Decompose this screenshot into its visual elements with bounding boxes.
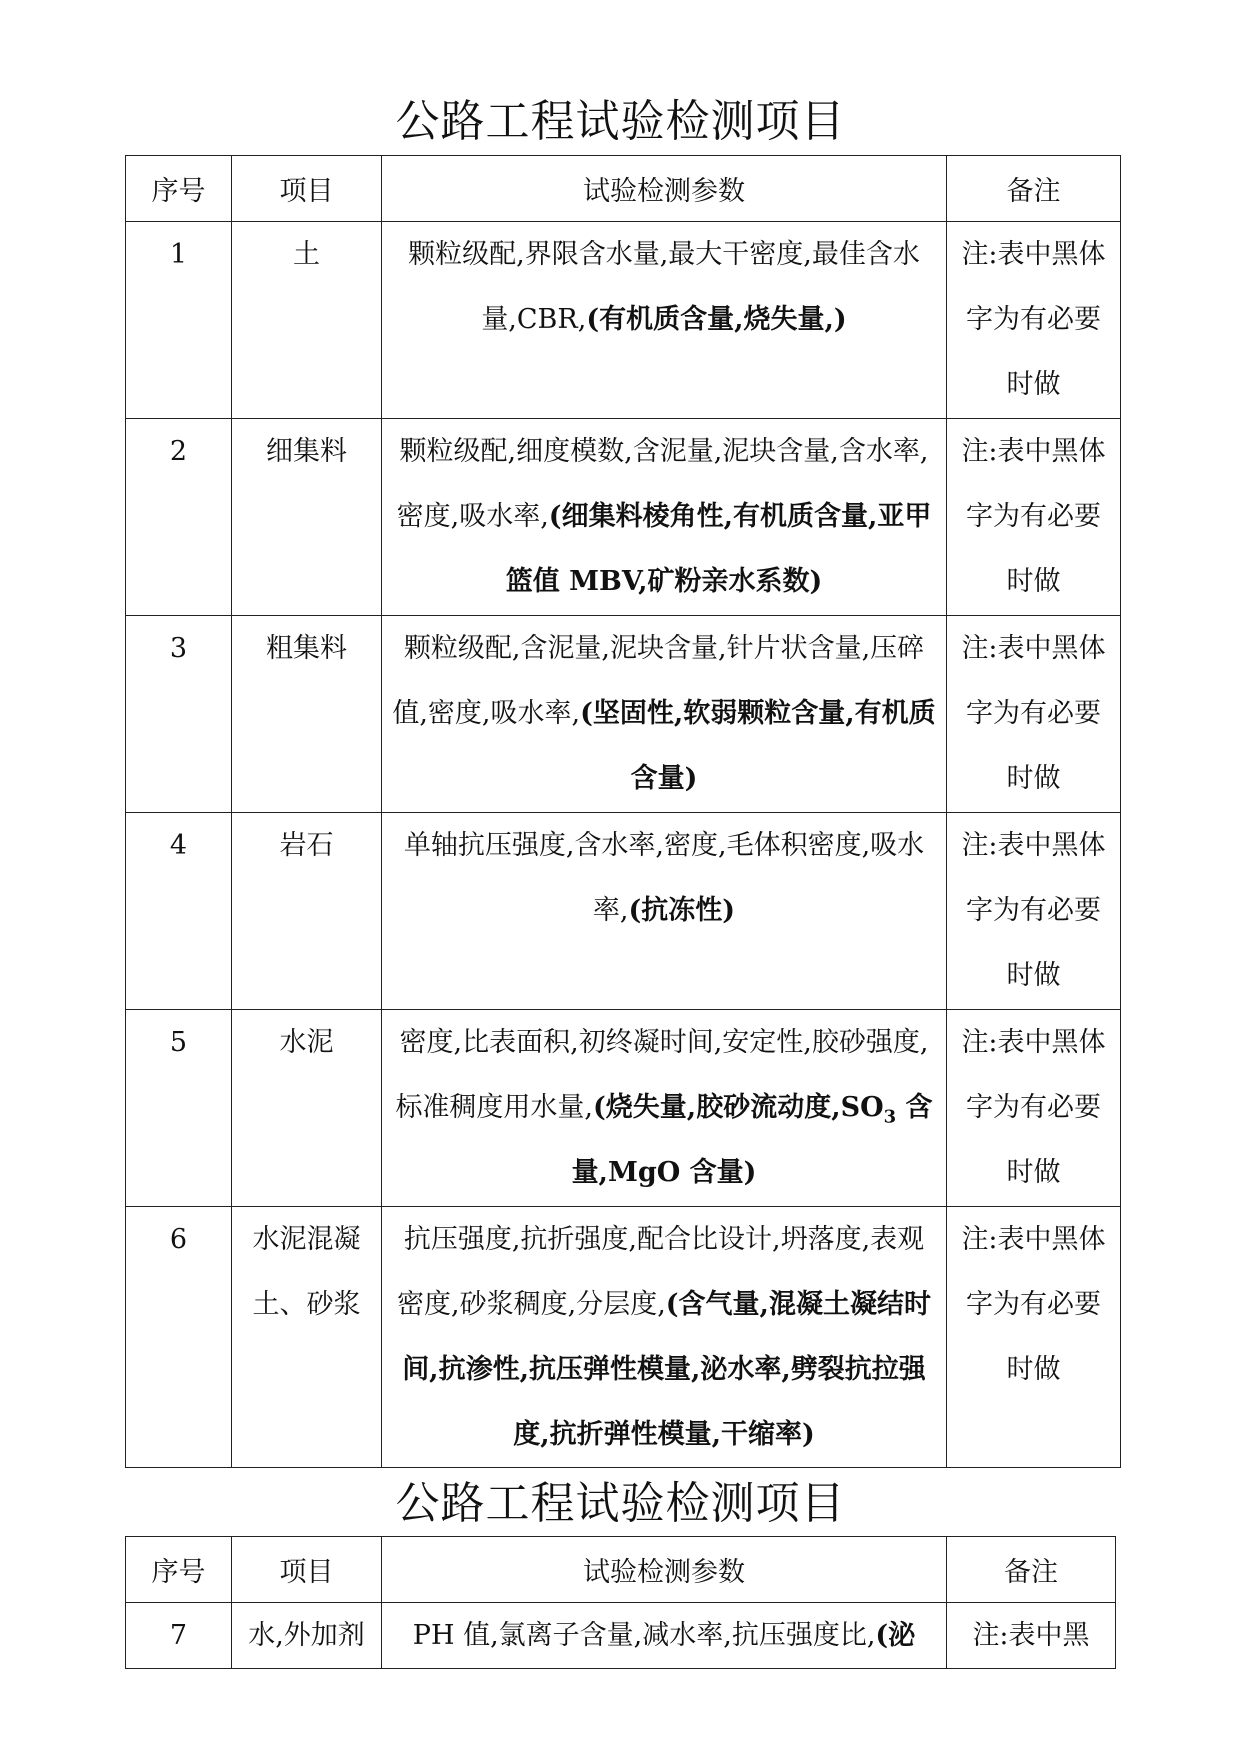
params-bold: (烧失量,胶砂流动度,SO: [593, 1092, 884, 1123]
table-row: [126, 222, 1121, 419]
header-remark: 备注: [947, 156, 1121, 222]
table-row: [126, 1603, 1116, 1669]
row-item-text: 粗集料: [266, 633, 347, 664]
header-seq: 序号: [126, 1537, 232, 1603]
table-row: [126, 419, 1121, 616]
params-normal: 抗压强度,抗折强度,配合比设计,坍落度,表观密度,砂浆稠度,分层度,: [397, 1224, 925, 1320]
header-seq: 序号: [126, 156, 232, 222]
params-bold: (含气量,混凝土凝结时间,抗渗性,抗压弹性模量,泌水率,劈裂抗拉强度,抗折弹性模量,干缩率): [402, 1289, 931, 1450]
params-normal: 密度,比表面积,初终凝时间,安定性,胶砂强度,标准稠度用水量,: [395, 1027, 929, 1123]
params-bold: (泌: [875, 1620, 916, 1651]
row-item-text: 岩石: [279, 830, 334, 861]
row-params: [382, 1603, 947, 1669]
row-remark: [947, 1603, 1116, 1669]
params-bold: (细集料棱角性,有机质含量,亚甲篮值 MBV,矿粉亲水系数): [505, 501, 932, 597]
params-bold-subscript: 3: [883, 1106, 897, 1128]
params-normal: 颗粒级配,含泥量,泥块含量,针片状含量,压碎值,密度,吸水率,: [392, 633, 925, 729]
row-remark: [947, 419, 1121, 616]
params-normal: 颗粒级配,细度模数,含泥量,泥块含量,含水率,密度,吸水率,: [396, 436, 929, 532]
row-item: [232, 813, 382, 1010]
row-seq: 3: [126, 616, 232, 813]
row-item: [232, 616, 382, 813]
test-items-table-continued: [125, 1536, 1116, 1669]
row-remark: [947, 1207, 1121, 1468]
table-row: [126, 1207, 1121, 1468]
table-header-row: [126, 156, 1121, 222]
table-row: [126, 1010, 1121, 1207]
params-bold: (坚固性,软弱颗粒含量,有机质含量): [580, 698, 936, 794]
row-seq: 7: [126, 1603, 232, 1669]
row-remark: [947, 1010, 1121, 1207]
row-seq: 5: [126, 1010, 232, 1207]
header-item: 项目: [232, 1537, 382, 1603]
params-normal: 颗粒级配,界限含水量,最大干密度,最佳含水量,CBR,: [408, 239, 920, 335]
row-remark-text: 注:表中黑体字为有必要时做: [961, 830, 1106, 991]
params-normal: PH 值,氯离子含量,减水率,抗压强度比,: [412, 1620, 876, 1651]
row-remark-text: 注:表中黑体字为有必要时做: [961, 1224, 1106, 1385]
row-item: [232, 419, 382, 616]
row-seq: 6: [126, 1207, 232, 1468]
row-remark-text: 注:表中黑体字为有必要时做: [961, 436, 1106, 597]
row-params: [382, 813, 947, 1010]
row-item-text: 水泥混凝土、砂浆: [252, 1224, 361, 1320]
params-bold: (抗冻性): [628, 895, 736, 926]
row-remark-text: 注:表中黑体字为有必要时做: [961, 633, 1106, 794]
header-remark: 备注: [947, 1537, 1116, 1603]
row-seq: 1: [126, 222, 232, 419]
test-items-table: [125, 155, 1121, 1468]
row-seq: 2: [126, 419, 232, 616]
row-item-text: 土: [293, 239, 320, 270]
row-params: [382, 1207, 947, 1468]
params-normal: 单轴抗压强度,含水率,密度,毛体积密度,吸水率,: [403, 830, 925, 926]
row-params: [382, 616, 947, 813]
table-row: [126, 616, 1121, 813]
header-params: 试验检测参数: [382, 1537, 947, 1603]
row-item: [232, 1603, 382, 1669]
header-item: 项目: [232, 156, 382, 222]
page-title-repeat: 公路工程试验检测项目: [395, 1478, 846, 1529]
row-item: [232, 1010, 382, 1207]
params-bold: (有机质含量,烧失量,): [586, 304, 847, 335]
row-params: [382, 1010, 947, 1207]
row-params: [382, 222, 947, 419]
page-title: 公路工程试验检测项目: [395, 96, 846, 147]
params-bold: 含量,MgO 含量): [571, 1092, 933, 1188]
row-remark-text: 注:表中黑体字为有必要时做: [961, 1027, 1106, 1188]
row-remark-text: 注:表中黑: [972, 1620, 1090, 1651]
row-seq: 4: [126, 813, 232, 1010]
row-item-text: 水,外加剂: [248, 1620, 365, 1651]
row-remark: [947, 222, 1121, 419]
row-item: [232, 222, 382, 419]
header-params: 试验检测参数: [382, 156, 947, 222]
row-item-text: 细集料: [266, 436, 347, 467]
row-remark: [947, 813, 1121, 1010]
table-header-row: [126, 1537, 1116, 1603]
table-row: [126, 813, 1121, 1010]
row-remark-text: 注:表中黑体字为有必要时做: [961, 239, 1106, 400]
row-remark: [947, 616, 1121, 813]
row-item-text: 水泥: [279, 1027, 334, 1058]
row-item: [232, 1207, 382, 1468]
row-params: [382, 419, 947, 616]
